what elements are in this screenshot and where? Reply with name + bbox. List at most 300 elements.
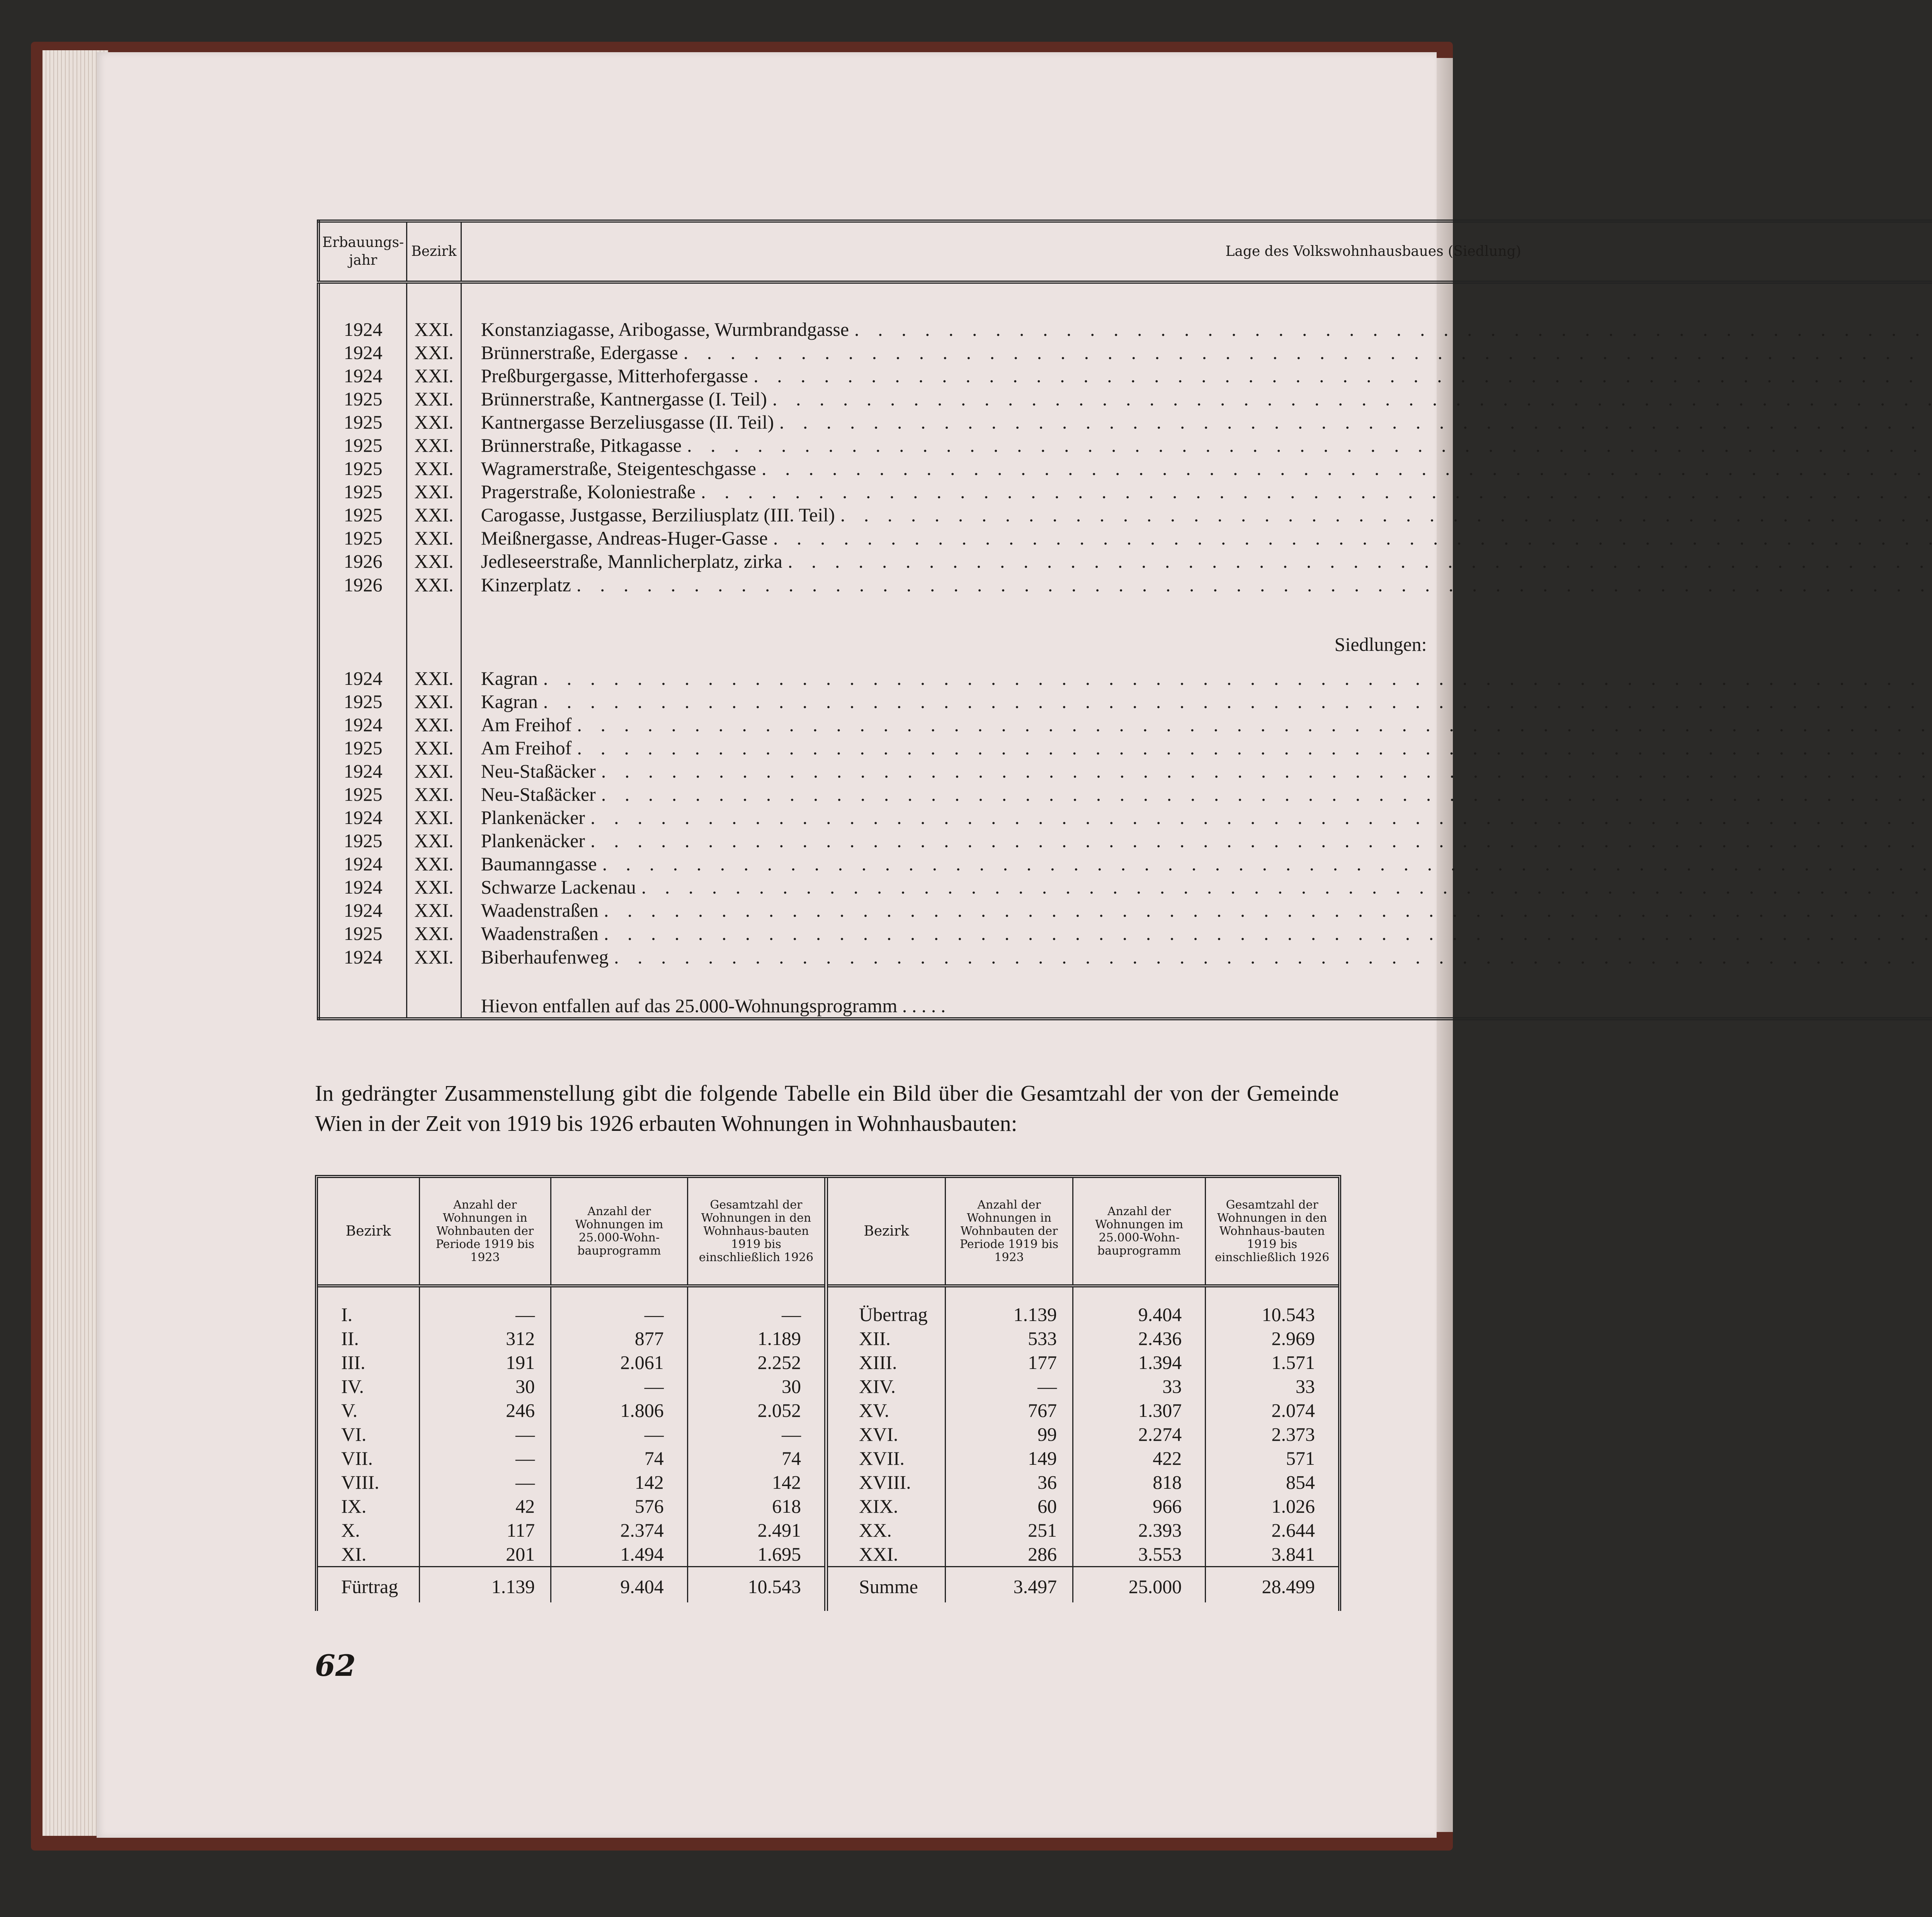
cell-periode: 767 xyxy=(946,1398,1073,1422)
table-row xyxy=(828,1326,1338,1350)
row-year: 1924 xyxy=(318,364,407,387)
cell-gesamt: 571 xyxy=(1286,1447,1315,1469)
table-row xyxy=(318,364,1932,387)
row-lage-text: Konstanziagasse, Aribogasse, Wurmbrandgasse xyxy=(481,318,849,340)
row-bezirk: XXI. xyxy=(407,690,461,713)
cell-bezirk: III. xyxy=(318,1350,419,1374)
cell-programm: 33 xyxy=(1073,1374,1206,1398)
cell-gesamt: 2.969 xyxy=(1271,1328,1315,1349)
row-year: 1925 xyxy=(318,829,407,852)
summe-label xyxy=(461,969,1932,994)
leader-dots xyxy=(773,527,1932,549)
footer-programm: 25.000 xyxy=(1073,1567,1206,1603)
hievon-row xyxy=(318,994,1932,1019)
row-lage xyxy=(461,434,1932,457)
row-lage-text: Brünnerstraße, Kantnergasse (I. Teil) xyxy=(481,388,767,410)
row-bezirk: XXI. xyxy=(407,922,461,945)
header-periode-right: Anzahl der Wohnungen in Wohnbauten der Periode 1919 bis 1923 xyxy=(946,1178,1073,1286)
footer-gesamt: 28.499 xyxy=(1206,1567,1338,1603)
table-row xyxy=(318,783,1932,806)
cell-programm: 2.274 xyxy=(1073,1422,1206,1446)
cell-periode: 251 xyxy=(946,1518,1073,1542)
row-year: 1924 xyxy=(318,667,407,690)
cell-gesamt: 1.695 xyxy=(757,1543,801,1565)
summary-table-left-grid xyxy=(318,1178,824,1602)
table-row xyxy=(318,852,1932,875)
cell-programm: 3.553 xyxy=(1073,1542,1206,1567)
cell-bezirk: XVIII. xyxy=(828,1470,946,1494)
table-row xyxy=(318,1374,824,1398)
row-lage xyxy=(461,736,1932,759)
cell-periode: 42 xyxy=(419,1494,551,1518)
table-row xyxy=(318,713,1932,736)
table-row xyxy=(318,945,1932,969)
cell-periode: 149 xyxy=(946,1446,1073,1470)
row-lage xyxy=(461,550,1932,573)
row-lage xyxy=(461,875,1932,899)
row-year: 1925 xyxy=(318,480,407,503)
row-bezirk: XXI. xyxy=(407,341,461,364)
cell-periode: 177 xyxy=(946,1350,1073,1374)
cell-periode: 201 xyxy=(419,1542,551,1567)
table-row xyxy=(318,1350,824,1374)
row-year: 1924 xyxy=(318,806,407,829)
table-row xyxy=(828,1542,1338,1567)
row-year: 1925 xyxy=(318,503,407,526)
row-lage xyxy=(461,690,1932,713)
cell-gesamt: 1.571 xyxy=(1271,1352,1315,1373)
row-lage-text: Plankenäcker xyxy=(481,807,585,828)
construction-table xyxy=(317,220,1932,1020)
row-year: 1924 xyxy=(318,852,407,875)
table-row xyxy=(318,503,1932,526)
table-row xyxy=(318,690,1932,713)
table-row xyxy=(318,736,1932,759)
leader-dots xyxy=(772,388,1932,410)
table-row xyxy=(828,1286,1338,1326)
row-lage xyxy=(461,364,1932,387)
row-lage-text: Neu-Staßäcker xyxy=(481,760,596,782)
table-row xyxy=(828,1494,1338,1518)
row-bezirk: XXI. xyxy=(407,410,461,434)
row-lage-text: Wagramerstraße, Steigenteschgasse xyxy=(481,458,756,479)
cell-periode: 286 xyxy=(946,1542,1073,1567)
cell-programm: 818 xyxy=(1073,1470,1206,1494)
table-row xyxy=(318,1518,824,1542)
cell-gesamt: 2.074 xyxy=(1271,1399,1315,1421)
cell-bezirk: IV. xyxy=(318,1374,419,1398)
table-row xyxy=(318,1542,824,1567)
table-row xyxy=(318,875,1932,899)
cell-bezirk: IX. xyxy=(318,1494,419,1518)
cell-gesamt: 1.026 xyxy=(1271,1495,1315,1517)
table-row xyxy=(828,1518,1338,1542)
row-year: 1925 xyxy=(318,434,407,457)
footer-periode: 1.139 xyxy=(419,1567,551,1603)
cell-periode: 191 xyxy=(419,1350,551,1374)
summe-row xyxy=(318,597,1932,622)
cell-periode: 99 xyxy=(946,1422,1073,1446)
table-row xyxy=(318,1286,824,1326)
cell-periode: — xyxy=(419,1422,551,1446)
table-row xyxy=(318,1446,824,1470)
cell-programm: 74 xyxy=(551,1446,688,1470)
row-year: 1924 xyxy=(318,945,407,969)
row-lage xyxy=(461,387,1932,410)
header-bezirk-left: Bezirk xyxy=(318,1178,419,1286)
table-row xyxy=(318,573,1932,597)
cell-bezirk: XXI. xyxy=(828,1542,946,1567)
row-bezirk: XXI. xyxy=(407,480,461,503)
cell-bezirk: X. xyxy=(318,1518,419,1542)
cell-programm: 422 xyxy=(1073,1446,1206,1470)
table-row xyxy=(318,829,1932,852)
cell-gesamt: 2.373 xyxy=(1271,1423,1315,1445)
header-gesamt-left: Gesamtzahl der Wohnungen in den Wohnhaus-bauten 1919 bis einschließlich 1926 xyxy=(687,1178,824,1286)
leader-dots xyxy=(779,411,1932,433)
siedlungen-heading: Siedlungen: xyxy=(461,633,1932,656)
leader-dots xyxy=(840,504,1932,526)
row-lage xyxy=(461,341,1932,364)
leader-dots xyxy=(577,713,1932,736)
table-row xyxy=(318,387,1932,410)
row-lage-text: Brünnerstraße, Edergasse xyxy=(481,342,678,363)
uebertrag-row xyxy=(318,295,1932,318)
row-bezirk: XXI. xyxy=(407,387,461,410)
cell-periode: 60 xyxy=(946,1494,1073,1518)
table-row xyxy=(828,1422,1338,1446)
row-lage xyxy=(461,480,1932,503)
row-bezirk: XXI. xyxy=(407,783,461,806)
cell-periode: 117 xyxy=(419,1518,551,1542)
leader-dots xyxy=(604,922,1932,945)
table-row xyxy=(318,410,1932,434)
leader-dots xyxy=(577,574,1932,596)
row-year: 1926 xyxy=(318,573,407,597)
row-year: 1925 xyxy=(318,410,407,434)
row-bezirk: XXI. xyxy=(407,852,461,875)
row-bezirk: XXI. xyxy=(407,759,461,783)
row-year: 1924 xyxy=(318,875,407,899)
cell-programm: 9.404 xyxy=(1073,1286,1206,1326)
leader-dots xyxy=(604,899,1932,921)
row-lage-text: Neu-Staßäcker xyxy=(481,783,596,805)
cell-gesamt: 10.543 xyxy=(1262,1304,1315,1325)
table-row xyxy=(318,1326,824,1350)
cell-programm: 2.436 xyxy=(1073,1326,1206,1350)
row-lage xyxy=(461,829,1932,852)
table-row xyxy=(318,1494,824,1518)
row-year: 1924 xyxy=(318,341,407,364)
leader-dots xyxy=(577,737,1932,759)
leader-dots xyxy=(601,783,1932,805)
table-row xyxy=(318,922,1932,945)
cell-programm: 966 xyxy=(1073,1494,1206,1518)
row-lage-text: Pragerstraße, Koloniestraße xyxy=(481,481,696,502)
cell-periode: 30 xyxy=(419,1374,551,1398)
leader-dots xyxy=(601,760,1932,782)
row-lage xyxy=(461,503,1932,526)
table-row xyxy=(828,1446,1338,1470)
footer-label: Fürtrag xyxy=(318,1567,419,1603)
cell-bezirk: XV. xyxy=(828,1398,946,1422)
table-row xyxy=(318,806,1932,829)
row-bezirk: XXI. xyxy=(407,945,461,969)
row-lage xyxy=(461,899,1932,922)
row-lage-text: Meißnergasse, Andreas-Huger-Gasse xyxy=(481,527,768,549)
cell-gesamt: 142 xyxy=(772,1471,801,1493)
row-bezirk: XXI. xyxy=(407,503,461,526)
cell-bezirk: V. xyxy=(318,1398,419,1422)
summary-table-right-grid xyxy=(828,1178,1338,1602)
table-row xyxy=(828,1398,1338,1422)
cell-gesamt: 854 xyxy=(1286,1471,1315,1493)
row-lage-text: Kagran xyxy=(481,691,538,712)
row-bezirk: XXI. xyxy=(407,434,461,457)
row-lage-text: Jedleseerstraße, Mannlicherplatz, zirka xyxy=(481,550,782,572)
cell-programm: — xyxy=(551,1286,688,1326)
cell-gesamt: 3.841 xyxy=(1271,1543,1315,1565)
table-row xyxy=(318,759,1932,783)
cell-bezirk: VI. xyxy=(318,1422,419,1446)
cell-bezirk: II. xyxy=(318,1326,419,1350)
leader-dots xyxy=(614,946,1932,968)
cell-gesamt: 30 xyxy=(782,1376,801,1397)
table-row xyxy=(318,318,1932,341)
table-row xyxy=(318,1398,824,1422)
row-bezirk: XXI. xyxy=(407,526,461,550)
row-lage xyxy=(461,759,1932,783)
header-periode-left: Anzahl der Wohnungen in Wohnbauten der Periode 1919 bis 1923 xyxy=(419,1178,551,1286)
leader-dots xyxy=(590,829,1932,852)
leader-dots xyxy=(701,480,1932,503)
cell-gesamt: 74 xyxy=(782,1447,801,1469)
row-year: 1924 xyxy=(318,713,407,736)
cell-programm: 576 xyxy=(551,1494,688,1518)
row-lage xyxy=(461,852,1932,875)
row-year: 1925 xyxy=(318,457,407,480)
row-year: 1926 xyxy=(318,550,407,573)
leader-dots xyxy=(543,690,1932,713)
hievon-label: Hievon entfallen auf das 25.000-Wohnungsprogramm . . . . . xyxy=(461,994,1932,1019)
table-row xyxy=(318,480,1932,503)
cell-programm: — xyxy=(551,1422,688,1446)
row-lage xyxy=(461,713,1932,736)
siedlungen-heading-row xyxy=(318,633,1932,656)
cell-programm: 2.374 xyxy=(551,1518,688,1542)
cell-periode: 533 xyxy=(946,1326,1073,1350)
row-bezirk: XXI. xyxy=(407,573,461,597)
table-header-row xyxy=(318,221,1932,282)
leader-dots xyxy=(602,853,1932,875)
cell-bezirk: XI. xyxy=(318,1542,419,1567)
header-programm-left: Anzahl der Wohnungen im 25.000-Wohn-bauprogramm xyxy=(551,1178,688,1286)
footer-label: Summe xyxy=(828,1567,946,1603)
row-lage xyxy=(461,806,1932,829)
cell-periode: 36 xyxy=(946,1470,1073,1494)
row-lage xyxy=(461,573,1932,597)
header-bezirk-right: Bezirk xyxy=(828,1178,946,1286)
footer-gesamt: 10.543 xyxy=(687,1567,824,1603)
table-footer-row xyxy=(828,1567,1338,1603)
row-year: 1925 xyxy=(318,690,407,713)
header-bezirk: Bezirk xyxy=(407,221,461,282)
cell-bezirk: XIII. xyxy=(828,1350,946,1374)
table-row xyxy=(828,1350,1338,1374)
cell-programm: 2.061 xyxy=(551,1350,688,1374)
cell-programm: 2.393 xyxy=(1073,1518,1206,1542)
row-lage-text: Waadenstraßen xyxy=(481,899,599,921)
leader-dots xyxy=(543,667,1932,690)
row-bezirk: XXI. xyxy=(407,364,461,387)
cell-bezirk: I. xyxy=(318,1286,419,1326)
table-row xyxy=(318,1470,824,1494)
cell-periode: 1.139 xyxy=(946,1286,1073,1326)
header-lage: Lage des Volkswohnhausbaues (Siedlung) xyxy=(461,221,1932,282)
row-lage-text: Kagran xyxy=(481,667,538,689)
cell-gesamt: 2.052 xyxy=(757,1399,801,1421)
cell-bezirk: XVI. xyxy=(828,1422,946,1446)
row-bezirk: XXI. xyxy=(407,457,461,480)
summe-label xyxy=(461,597,1932,622)
table-row xyxy=(318,899,1932,922)
cell-bezirk: XIV. xyxy=(828,1374,946,1398)
leader-dots xyxy=(687,434,1932,456)
cell-gesamt: 2.644 xyxy=(1271,1519,1315,1541)
row-lage-text: Schwarze Lackenau xyxy=(481,876,636,898)
leader-dots xyxy=(590,806,1932,829)
header-year: Erbauungs- jahr xyxy=(318,221,407,282)
row-year: 1925 xyxy=(318,736,407,759)
cell-gesamt: 618 xyxy=(772,1495,801,1517)
leader-dots xyxy=(788,550,1932,572)
summe-row xyxy=(318,969,1932,994)
cell-programm: 142 xyxy=(551,1470,688,1494)
row-bezirk: XXI. xyxy=(407,829,461,852)
table-row xyxy=(318,1422,824,1446)
row-bezirk: XXI. xyxy=(407,806,461,829)
summary-paragraph: In gedrängter Zusammenstellung gibt die folgende Tabelle ein Bild über die Gesamtzahl der von der Gemeinde Wien in der Zeit von 1919 bis 1926 erbauten Wohnungen in Wohnhausbauten: xyxy=(315,1081,1339,1136)
cell-programm: 877 xyxy=(551,1326,688,1350)
row-bezirk: XXI. xyxy=(407,550,461,573)
header-gesamt-right: Gesamtzahl der Wohnungen in den Wohnhaus-bauten 1919 bis einschließlich 1926 xyxy=(1206,1178,1338,1286)
cell-gesamt: — xyxy=(782,1423,801,1445)
table-row xyxy=(828,1374,1338,1398)
row-lage xyxy=(461,783,1932,806)
row-year: 1924 xyxy=(318,318,407,341)
cell-periode: 312 xyxy=(419,1326,551,1350)
row-lage-text: Kinzerplatz xyxy=(481,574,571,596)
row-lage xyxy=(461,945,1932,969)
row-lage-text: Baumanngasse xyxy=(481,853,597,875)
leader-dots xyxy=(854,318,1932,340)
row-lage xyxy=(461,318,1932,341)
table-row xyxy=(828,1470,1338,1494)
row-lage-text: Am Freihof xyxy=(481,714,572,735)
row-lage-text: Waadenstraßen xyxy=(481,923,599,944)
table-footer-row xyxy=(318,1567,824,1603)
table-row xyxy=(318,457,1932,480)
summary-table-left xyxy=(318,1178,828,1611)
row-year: 1925 xyxy=(318,783,407,806)
page-number: 62 xyxy=(315,1648,356,1683)
row-lage-text: Biberhaufenweg xyxy=(481,946,609,968)
row-year: 1925 xyxy=(318,922,407,945)
row-year: 1924 xyxy=(318,759,407,783)
summary-table-right xyxy=(828,1178,1338,1611)
row-lage xyxy=(461,526,1932,550)
row-year: 1924 xyxy=(318,899,407,922)
row-year: 1925 xyxy=(318,387,407,410)
cell-periode: — xyxy=(419,1286,551,1326)
cell-bezirk: VII. xyxy=(318,1446,419,1470)
footer-programm: 9.404 xyxy=(551,1567,688,1603)
cell-bezirk: VIII. xyxy=(318,1470,419,1494)
row-lage xyxy=(461,457,1932,480)
row-lage-text: Preßburgergasse, Mitterhofergasse xyxy=(481,365,748,386)
row-lage xyxy=(461,667,1932,690)
row-lage-text: Am Freihof xyxy=(481,737,572,759)
cell-gesamt: 2.252 xyxy=(757,1352,801,1373)
header-programm-right: Anzahl der Wohnungen im 25.000-Wohn-bauprogramm xyxy=(1073,1178,1206,1286)
cell-periode: — xyxy=(419,1446,551,1470)
row-bezirk: XXI. xyxy=(407,713,461,736)
cell-programm: — xyxy=(551,1374,688,1398)
cell-bezirk: XIX. xyxy=(828,1494,946,1518)
cell-bezirk: XII. xyxy=(828,1326,946,1350)
cell-programm: 1.806 xyxy=(551,1398,688,1422)
leader-dots xyxy=(641,876,1932,898)
cell-bezirk: XVII. xyxy=(828,1446,946,1470)
row-bezirk: XXI. xyxy=(407,899,461,922)
cell-bezirk: XX. xyxy=(828,1518,946,1542)
uebertrag-label xyxy=(461,295,1932,318)
cell-gesamt: 1.189 xyxy=(757,1328,801,1349)
row-lage xyxy=(461,922,1932,945)
table-row xyxy=(318,434,1932,457)
table-row xyxy=(318,667,1932,690)
summary-table xyxy=(315,1175,1341,1611)
footer-periode: 3.497 xyxy=(946,1567,1073,1603)
cell-periode: — xyxy=(419,1470,551,1494)
row-bezirk: XXI. xyxy=(407,736,461,759)
table-row xyxy=(318,526,1932,550)
leader-dots xyxy=(684,341,1932,364)
cell-gesamt: 33 xyxy=(1296,1376,1315,1397)
leader-dots xyxy=(753,364,1932,387)
cell-periode: 246 xyxy=(419,1398,551,1422)
cell-gesamt: — xyxy=(782,1304,801,1325)
row-lage-text: Plankenäcker xyxy=(481,830,585,851)
cell-programm: 1.494 xyxy=(551,1542,688,1567)
row-bezirk: XXI. xyxy=(407,667,461,690)
table-row xyxy=(318,550,1932,573)
cell-gesamt: 2.491 xyxy=(757,1519,801,1541)
row-lage-text: Carogasse, Justgasse, Berziliusplatz (III. Teil) xyxy=(481,504,835,526)
table-row xyxy=(318,341,1932,364)
row-bezirk: XXI. xyxy=(407,318,461,341)
row-year: 1925 xyxy=(318,526,407,550)
cell-programm: 1.394 xyxy=(1073,1350,1206,1374)
row-lage-text: Brünnerstraße, Pitkagasse xyxy=(481,434,682,456)
row-lage-text: Kantnergasse Berzeliusgasse (II. Teil) xyxy=(481,411,774,433)
cell-programm: 1.307 xyxy=(1073,1398,1206,1422)
row-bezirk: XXI. xyxy=(407,875,461,899)
cell-bezirk: Übertrag xyxy=(828,1286,946,1326)
leader-dots xyxy=(762,457,1932,480)
cell-periode: — xyxy=(946,1374,1073,1398)
row-lage xyxy=(461,410,1932,434)
